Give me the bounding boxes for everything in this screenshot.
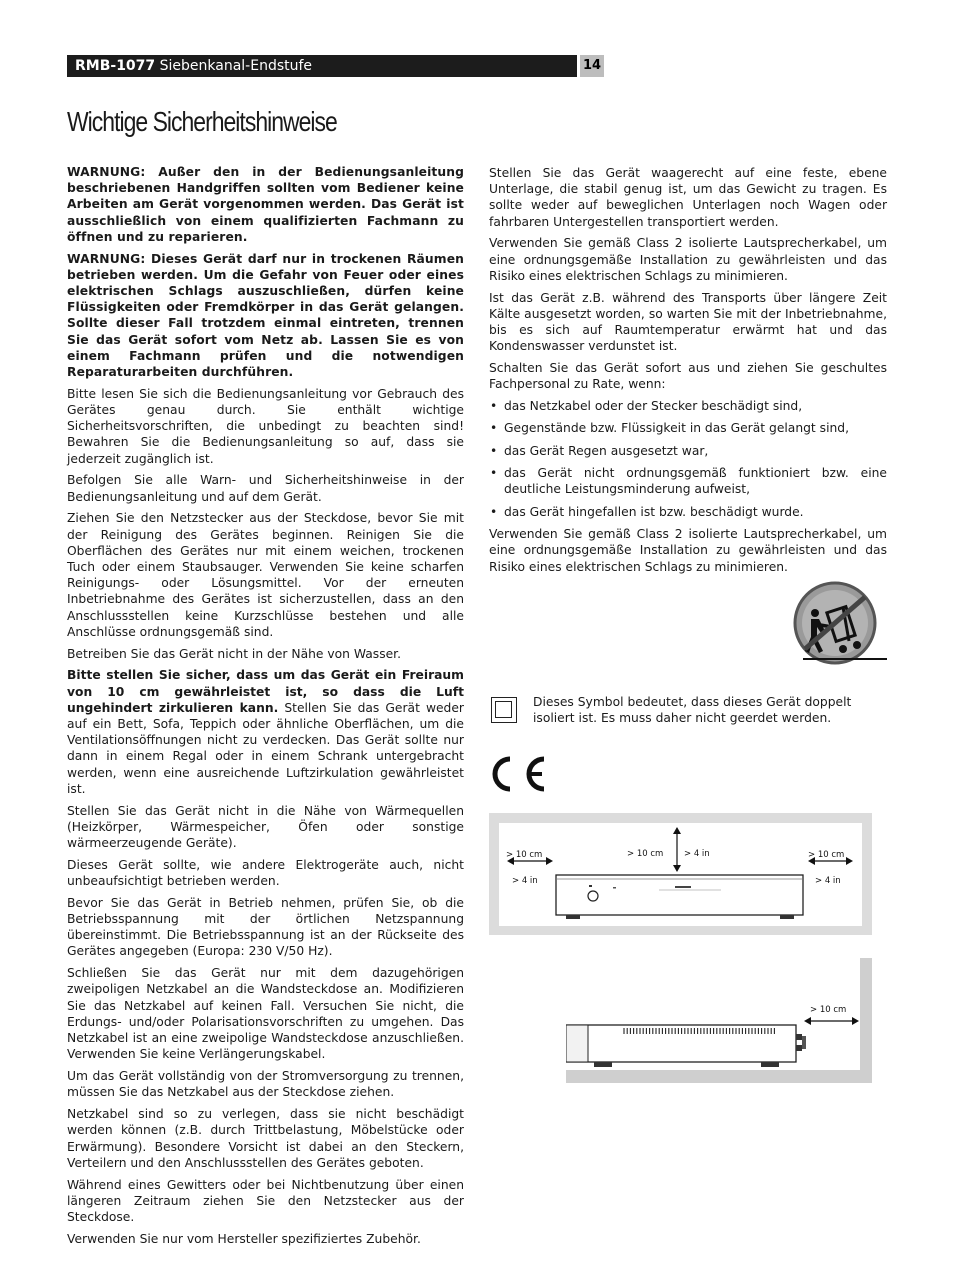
ventilation-text: Stellen Sie das Gerät weder auf ein Bett, Sofa, Teppich oder ähnliche Oberflächen, um die Ventilationsöffnungen nicht zu verdecken. Das Gerät sollte nur dann in einem Regal oder in einem Schrank untergebracht werden, wenn eine ausreichende Luftzirkulation gewährleistet ist. [67,700,464,796]
paragraph: Bitte lesen Sie sich die Bedienungsanleitung vor Gebrauch des Gerätes genau durch. Sie enthält wichtige Sicherheitsvorschriften, die unbedingt zu beachten sind! Bewahren Sie die Bedienungsanleitung so auf, dass sie jederzeit zugänglich ist. [67,386,464,466]
ce-mark-icon [490,755,550,793]
clearance-label: > 10 cm [808,850,845,860]
clearance-label: > 4 in [815,876,841,886]
list-item: • das Gerät nicht ordnungsgemäß funktioniert bzw. eine deutliche Leistungsminderung aufweist, [489,465,887,497]
clearance-label: > 10 cm [627,849,664,859]
paragraph: Um das Gerät vollständig von der Stromversorgung zu trennen, müssen Sie das Netzkabel aus der Steckdose ziehen. [67,1069,464,1100]
list-item: • das Gerät hingefallen ist bzw. beschädigt wurde. [489,504,887,520]
header-bar [67,55,577,77]
left-column [67,164,464,1253]
paragraph: Verwenden Sie gemäß Class 2 isolierte Lautsprecherkabel, um eine ordnungsgemäße Installation zu gewährleisten und das Risiko eines elektrischen Schlags zu minimieren. [489,236,887,283]
paragraph: Schließen Sie das Gerät nur mit dem dazugehörigen zweipoligen Netzkabel an die Wandsteckdose an. Modifizieren Sie das Netzkabel auf keinen Fall. Versuchen Sie nicht, die Erdungs- und/oder Polarisationsvorschriften zu umgehen. Das Netzkabel ist an eine zweipolige Wandsteckdose anzuschließen. Verwenden Sie keine Verlängerungskabel. [67,966,464,1062]
warning-paragraph: WARNUNG: Dieses Gerät darf nur in trockenen Räumen betrieben werden. Um die Gefahr von Feuer oder eines elektrischen Schlags auszuschließen, dürfen keine Flüssigkeiten oder Fremdkörper in das Gerät gelangen. Sollte dieser Fall trotzdem einmal eintreten, trennen Sie das Gerät sofort vom Netz ab. Lassen Sie es von einem Fachmann prüfen und die notwendigen Reparaturarbeiten durchführen. [67,251,464,380]
list-item: • das Netzkabel oder der Stecker beschädigt sind, [489,398,887,414]
paragraph: Verwenden Sie nur vom Hersteller spezifiziertes Zubehör. [67,1231,421,1246]
clearance-label: > 4 in [512,876,538,886]
paragraph: Stellen Sie das Gerät waagerecht auf eine feste, ebene Unterlage, die stabil genug ist, um das Gewicht zu tragen. Es sollte weder auf beweglichen Unterlagen noch Wagen oder fahrbaren Untergestellen transportiert werden. [489,166,887,229]
conditions-list [489,398,887,520]
list-item: • Gegenstände bzw. Flüssigkeit in das Gerät gelangt sind, [489,420,887,436]
paragraph: Ist das Gerät z.B. während des Transports über längere Zeit Kälte ausgesetzt worden, so warten Sie mit der Inbetriebnahme, bis es sich auf Raumtemperatur erwärmt hat und das Kondenswasser verdunstet ist. [489,290,887,354]
right-column [489,165,887,580]
paragraph: Netzkabel sind so zu verlegen, dass sie nicht beschädigt werden können (z.B. durch Trittbelastung, Möbelstücke oder Erwärmung). Besondere Vorsicht ist dabei an den Steckern, Verteilern und den Anschlussstellen des Gerätes geboten. [67,1107,464,1170]
header-subtitle: Siebenkanal-Endstufe [159,58,313,74]
clearance-label: > 10 cm [506,850,543,860]
paragraph: Während eines Gewitters oder bei Nichtbenutzung über einen längeren Zeitraum ziehen Sie den Netzstecker aus der Steckdose. [67,1177,464,1224]
clearance-label: > 10 cm [810,1005,847,1015]
paragraph [67,667,464,797]
double-insulation-icon [491,697,517,723]
side-clearance-diagram [566,958,872,1083]
paragraph: Bevor Sie das Gerät in Betrieb nehmen, prüfen Sie, ob die Betriebsspannung mit der örtlichen Netzspannung übereinstimmt. Die Betriebsspannung ist an der Rückseite des Gerätes angegeben (Europa: 230 V/50 Hz). [67,895,464,959]
list-item: • das Gerät Regen ausgesetzt war, [489,443,887,459]
amplifier-front-view [556,875,803,919]
cart-tip-over-warning-icon [783,579,887,667]
ventilation-bold-text: Bitte stellen Sie sicher, dass um das Gerät ein Freiraum von 10 cm gewährleistet ist, so dass die Luft ungehindert zirkulieren kann. [67,668,464,715]
paragraph: Ziehen Sie den Netzstecker aus der Steckdose, bevor Sie mit der Reinigung des Gerätes beginnen. Reinigen Sie die Oberflächen des Gerätes nur mit einem weichen, trockenen Tuch oder einem Staubsauger. Verwenden Sie keine scharfen Reinigungs- oder Lösungsmittel. Vor der erneuten Inbetriebnahme des Gerätes ist sicherzustellen, dass an den Anschlussstellen keine Kurzschlüsse bestehen und alle Anschlüsse ordnungsgemäß sind. [67,511,464,639]
page-number: 14 [580,55,604,77]
clearance-label: > 4 in [684,849,710,859]
paragraph: Betreiben Sie das Gerät nicht in der Nähe von Wasser. [67,646,402,661]
paragraph: Schalten Sie das Gerät sofort aus und ziehen Sie geschultes Fachpersonal zu Rate, wenn: [489,361,887,392]
amplifier-side-view [566,1025,806,1067]
model-name: RMB-1077 [75,58,156,74]
paragraph: Befolgen Sie alle Warn- und Sicherheitshinweise in der Bedienungsanleitung und auf dem Gerät. [67,473,464,504]
warning-paragraph: WARNUNG: Außer den in der Bedienungsanleitung beschriebenen Handgriffen sollten vom Bediener keine Arbeiten am Gerät vorgenommen werden. Das Gerät ist ausschließlich von einem qualifizierten Fachmann zu öffnen und zu reparieren. [67,165,464,244]
double-insulation-text: Dieses Symbol bedeutet, dass dieses Gerät doppelt isoliert ist. Es muss daher nicht geerdet werden. [533,695,852,726]
paragraph: Verwenden Sie gemäß Class 2 isolierte Lautsprecherkabel, um eine ordnungsgemäße Installation zu gewährleisten und das Risiko eines elektrischen Schlags zu minimieren. [489,527,887,574]
paragraph: Stellen Sie das Gerät nicht in die Nähe von Wärmequellen (Heizkörper, Wärmespeicher, Öfen oder sonstige wärmeerzeugende Geräte). [67,803,464,851]
paragraph: Dieses Gerät sollte, wie andere Elektrogeräte auch, nicht unbeaufsichtigt betrieben werden. [67,857,464,889]
front-clearance-diagram [489,813,872,935]
page-title: Wichtige Sicherheitshinweise [67,106,337,137]
